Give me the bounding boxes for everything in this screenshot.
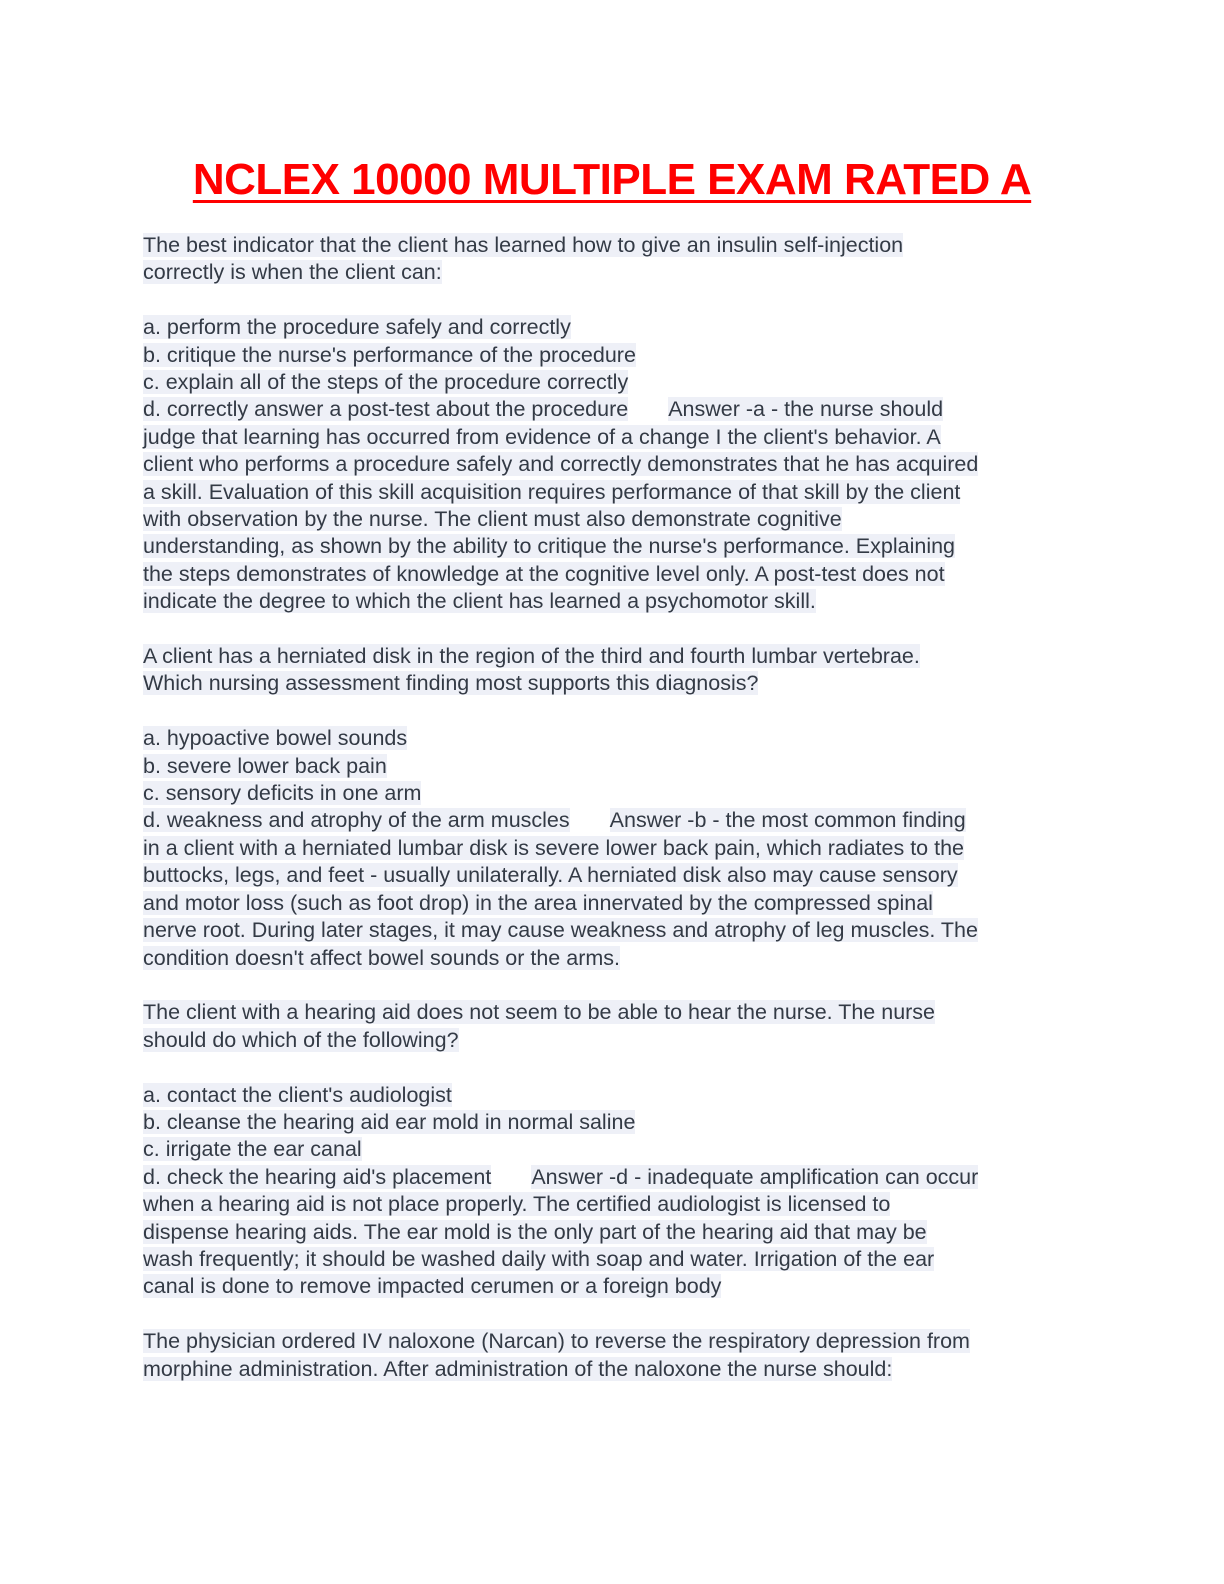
answer-option-with-answer: d. check the hearing aid's placement Answer -d - inadequate amplification can occur	[143, 1164, 979, 1189]
question-stem-line: should do which of the following?	[143, 1027, 459, 1052]
answer-key: Answer -d - inadequate amplification can occur	[531, 1164, 979, 1189]
document-title	[0, 152, 1224, 208]
answer-option: c. explain all of the steps of the procedure correctly	[143, 370, 629, 395]
explanation-line: and motor loss (such as foot drop) in the area innervated by the compressed spinal	[143, 890, 933, 915]
answer-option: b. severe lower back pain	[143, 753, 387, 778]
question-stem-line: The best indicator that the client has learned how to give an insulin self-injection	[143, 233, 904, 257]
explanation-line: a skill. Evaluation of this skill acquisition requires performance of that skill by the client	[143, 479, 961, 504]
question-stem-line: The physician ordered IV naloxone (Narcan) to reverse the respiratory depression from	[143, 1329, 970, 1354]
answer-key: Answer -a - the nurse should	[668, 397, 944, 422]
document-body	[143, 232, 1103, 1410]
answer-option: a. perform the procedure safely and correctly	[143, 315, 571, 340]
question-stem-line: morphine administration. After administration of the naloxone the nurse should:	[143, 1356, 893, 1381]
explanation-line: condition doesn't affect bowel sounds or the arms.	[143, 945, 620, 970]
explanation-line: when a hearing aid is not place properly. The certified audiologist is licensed to	[143, 1192, 891, 1217]
answer-option: c. irrigate the ear canal	[143, 1137, 362, 1162]
question-stem-line: A client has a herniated disk in the region of the third and fourth lumbar vertebrae.	[143, 644, 920, 669]
explanation-line: the steps demonstrates of knowledge at the cognitive level only. A post-test does not	[143, 561, 945, 586]
explanation-line: canal is done to remove impacted cerumen or a foreign body	[143, 1274, 722, 1299]
explanation-line: understanding, as shown by the ability to critique the nurse's performance. Explaining	[143, 534, 956, 559]
question-2	[143, 643, 1103, 972]
explanation-line: indicate the degree to which the client has learned a psychomotor skill.	[143, 589, 816, 614]
answer-option: c. sensory deficits in one arm	[143, 781, 422, 806]
explanation-line: with observation by the nurse. The client must also demonstrate cognitive	[143, 507, 842, 532]
question-stem-line: Which nursing assessment finding most supports this diagnosis?	[143, 671, 759, 696]
question-stem-line: correctly is when the client can:	[143, 260, 442, 285]
document-title-text: NCLEX 10000 MULTIPLE EXAM RATED A	[192, 155, 1032, 204]
question-stem-line: The client with a hearing aid does not seem to be able to hear the nurse. The nurse	[143, 1000, 936, 1025]
explanation-line: wash frequently; it should be washed daily with soap and water. Irrigation of the ear	[143, 1246, 935, 1271]
answer-key: Answer -b - the most common finding	[609, 808, 966, 833]
answer-option: b. critique the nurse's performance of the procedure	[143, 342, 636, 367]
answer-option: a. contact the client's audiologist	[143, 1082, 452, 1107]
explanation-line: in a client with a herniated lumbar disk is severe lower back pain, which radiates to the	[143, 835, 964, 860]
explanation-line: client who performs a procedure safely and correctly demonstrates that he has acquired	[143, 452, 979, 477]
explanation-line: nerve root. During later stages, it may cause weakness and atrophy of leg muscles. The	[143, 918, 978, 943]
question-1	[143, 232, 1103, 616]
answer-option: a. hypoactive bowel sounds	[143, 726, 408, 751]
explanation-line: buttocks, legs, and feet - usually unilaterally. A herniated disk also may cause sensory	[143, 863, 958, 888]
question-3	[143, 999, 1103, 1300]
explanation-line: dispense hearing aids. The ear mold is the only part of the hearing aid that may be	[143, 1219, 927, 1244]
answer-option: b. cleanse the hearing aid ear mold in normal saline	[143, 1109, 636, 1134]
answer-option-with-answer: d. correctly answer a post-test about the procedure Answer -a - the nurse should	[143, 397, 944, 422]
question-4	[143, 1328, 1103, 1383]
answer-option-with-answer: d. weakness and atrophy of the arm muscles Answer -b - the most common finding	[143, 808, 966, 833]
explanation-line: judge that learning has occurred from evidence of a change I the client's behavior. A	[143, 424, 941, 449]
